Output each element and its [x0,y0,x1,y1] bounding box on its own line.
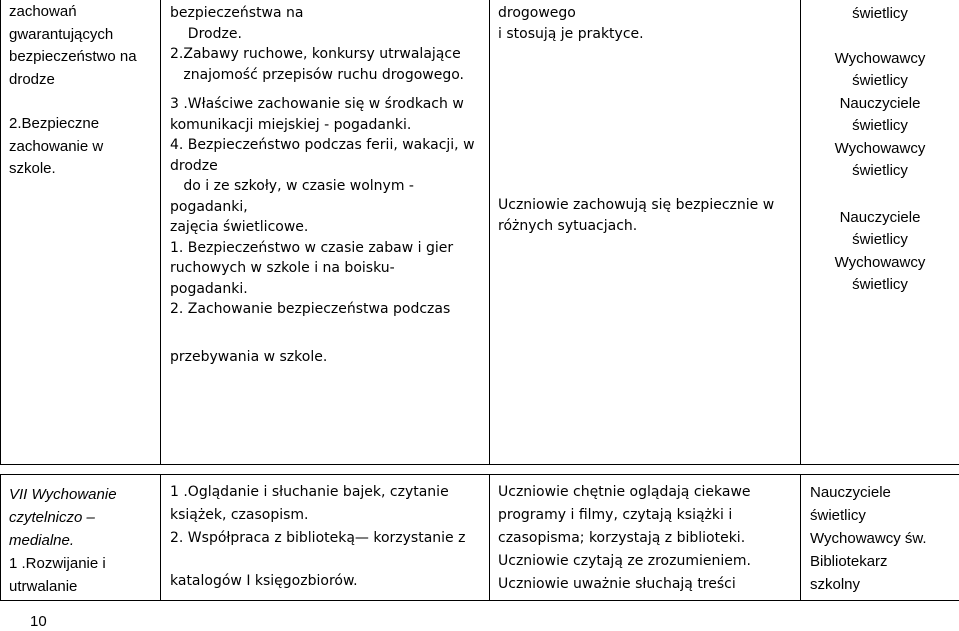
goals-cell [1,475,161,601]
text-line: 1. Bezpieczeństwo w czasie zabaw i gier [170,239,454,256]
text-line: świetlicy [852,72,908,89]
text-line: 2. Zachowanie bezpieczeństwa podczas [170,301,451,317]
text-line: Uczniowie zachowują się bezpiecznie w [498,197,775,213]
text-line: gwarantujących [9,25,114,43]
text-line: komunikacji miejskiej - pogadanki. [170,116,412,133]
text-line: Nauczyciele [839,208,921,226]
text-line: zajęcia świetlicowe. [170,219,309,235]
text-line: drogowego [498,5,576,21]
text-line: i stosują je praktyce. [498,25,644,42]
text-line: katalogów I księgozbiorów. [170,573,358,589]
text-line: świetlicy [852,162,908,179]
text-line: pogadanki. [170,280,248,297]
text-line: Uczniowie uważnie słuchają treści [498,576,736,592]
outcomes-cell [490,0,801,465]
text-line: 2. Współpraca z biblioteką— korzystanie z [170,530,466,546]
text-line: do i ze szkoły, w czasie wolnym - [170,178,414,194]
program-table-bottom [0,474,959,601]
tasks-cell [161,475,490,601]
text-line: Wychowawcy św. [810,530,927,547]
responsible-cell [801,0,959,465]
text-line: przebywania w szkole. [170,348,328,365]
text-line: świetlicy [852,5,908,22]
text-line: Nauczyciele [839,94,921,112]
text-line: 1 .Oglądanie i słuchanie bajek, czytanie [170,484,449,500]
text-line: znajomość przepisów ruchu drogowego. [170,66,464,83]
text-line: zachowań [9,3,77,20]
page-number: 10 [30,613,47,630]
text-line: Nauczyciele [810,484,891,501]
text-line: VII Wychowanie [9,486,117,503]
text-line: drodze [9,70,55,88]
text-line: świetlicy [852,231,908,248]
tasks-cell [161,0,490,465]
responsible-cell [801,475,959,601]
text-line: Bibliotekarz [810,553,888,570]
text-line: 1 .Rozwijanie i [9,555,106,572]
text-line: szkolny [810,576,861,593]
text-line: drodze [170,157,218,174]
text-line: różnych sytuacjach. [498,217,638,234]
text-line: 4. Bezpieczeństwo podczas ferii, wakacji, w [170,137,475,153]
text-line: utrwalanie [9,578,78,595]
text-line: Wychowawcy [834,253,926,271]
text-line: Uczniowie czytają ze zrozumieniem. [498,553,751,569]
text-line: Drodze. [170,25,242,42]
text-line: czasopisma; korzystają z biblioteki. [498,530,746,546]
text-line: czytelniczo – [9,509,95,526]
text-line: 2.Bezpieczne [9,115,100,132]
text-line: bezpieczeństwo na [9,48,137,65]
text-line: programy i filmy, czytają książki i [498,507,733,523]
table-row [1,0,959,465]
goals-cell [1,0,161,465]
text-line: świetlicy [852,117,908,134]
text-line: świetlicy [810,507,866,524]
text-line: książek, czasopism. [170,507,309,523]
text-line: szkole. [9,160,56,177]
text-line: zachowanie w [9,137,104,155]
text-line: 3 .Właściwe zachowanie się w środkach w [170,96,464,112]
text-line: ruchowych w szkole i na boisku- [170,260,395,276]
text-line: Uczniowie chętnie oglądają ciekawe [498,484,751,500]
text-line: 2.Zabawy ruchowe, konkursy utrwalające [170,46,461,62]
table-row [1,475,959,601]
text-line: Wychowawcy [834,139,926,157]
text-line: medialne. [9,532,75,549]
text-line: bezpieczeństwa na [170,5,304,21]
text-line: Wychowawcy [834,49,926,67]
outcomes-cell [490,475,801,601]
text-line: pogadanki, [170,198,248,215]
text-line: świetlicy [852,276,908,293]
